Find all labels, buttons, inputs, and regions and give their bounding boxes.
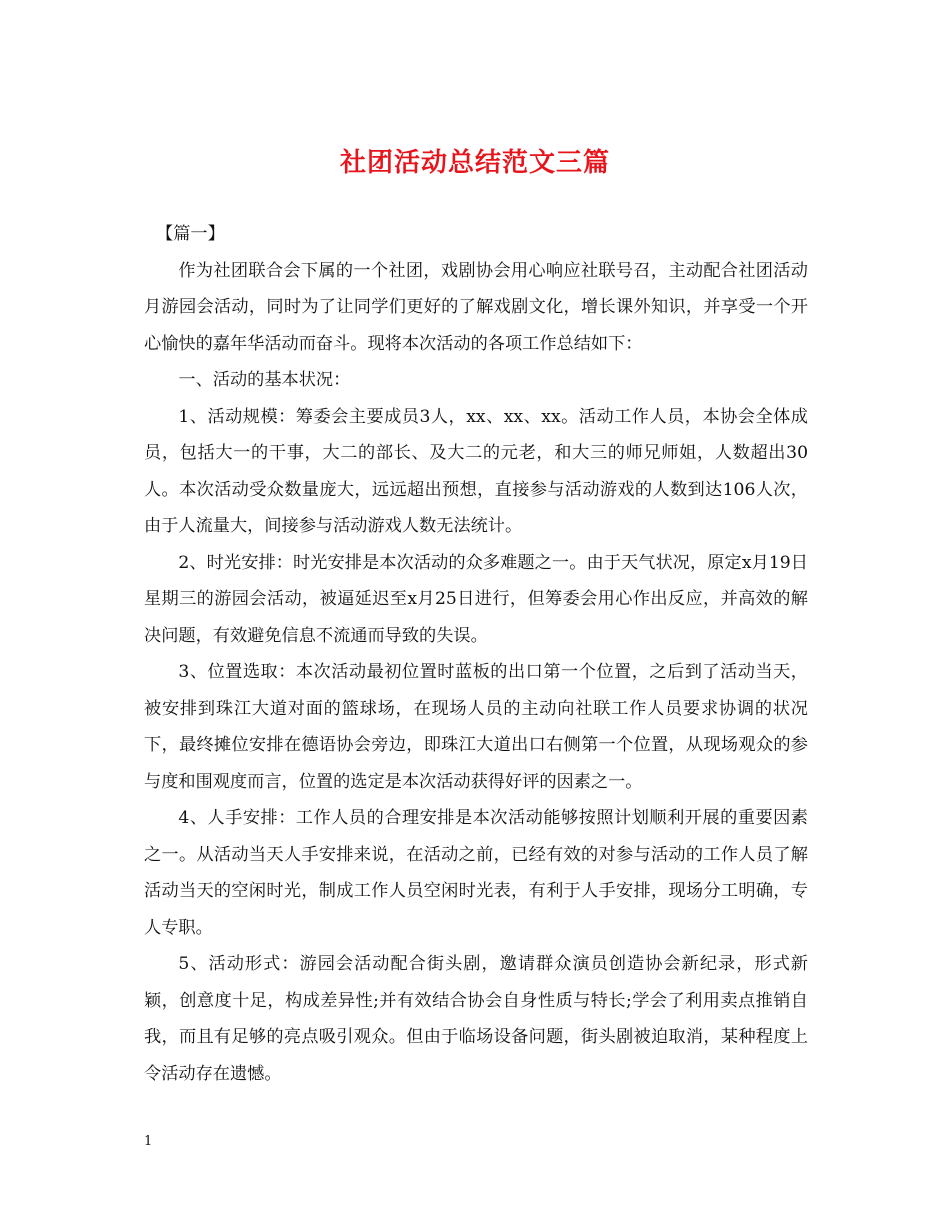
paragraph-scale: 1、活动规模：筹委会主要成员3人，xx、xx、xx。活动工作人员，本协会全体成员，包括大一的干事，大二的部长、及大二的元老，和大三的师兄师姐，人数超出30人。本次活动受众数量庞大，远远超出预想，直接参与活动游戏的人数到达106人次，由于人流量大，间接参与活动游戏人数无法统计。 [144,406,808,536]
paragraph-staffing: 4、人手安排：工作人员的合理安排是本次活动能够按照计划顺利开展的重要因素之一。从活动当天人手安排来说，在活动之前，已经有效的对参与活动的工作人员了解活动当天的空闲时光，制成工作人员空闲时光表，有利于人手安排，现场分工明确，专人专职。 [144,808,808,938]
section-heading: 【篇一】 [156,224,225,244]
document-body [144,216,808,1092]
document-title: 社团活动总结范文三篇 [339,148,610,178]
paragraph-location: 3、位置选取：本次活动最初位置时蓝板的出口第一个位置，之后到了活动当天，被安排到珠江大道对面的篮球场，在现场人员的主动向社联工作人员要求协调的状况下，最终摊位安排在德语协会旁边，即珠江大道出口右侧第一个位置，从现场观众的参与度和围观度而言，位置的选定是本次活动获得好评的因素之一。 [144,662,808,792]
paragraph-subheading: 一、活动的基本状况： [178,370,351,390]
page-number: 1 [144,1134,153,1149]
paragraph-intro: 作为社团联合会下属的一个社团，戏剧协会用心响应社联号召，主动配合社团活动月游园会活动，同时为了让同学们更好的了解戏剧文化，增长课外知识，并享受一个开心愉快的嘉年华活动而奋斗。现将本次活动的各项工作总结如下： [144,260,808,354]
paragraph-format: 5、活动形式：游园会活动配合街头剧，邀请群众演员创造协会新纪录，形式新颖，创意度十足，构成差异性;并有效结合协会自身性质与特长;学会了利用卖点推销自我，而且有足够的亮点吸引观众。但由于临场设备问题，街头剧被迫取消，某种程度上令活动存在遗憾。 [144,954,808,1084]
paragraph-schedule: 2、时光安排：时光安排是本次活动的众多难题之一。由于天气状况，原定x月19日星期三的游园会活动，被逼延迟至x月25日进行，但筹委会用心作出反应，并高效的解决问题，有效避免信息不流通而导致的失误。 [144,552,808,646]
